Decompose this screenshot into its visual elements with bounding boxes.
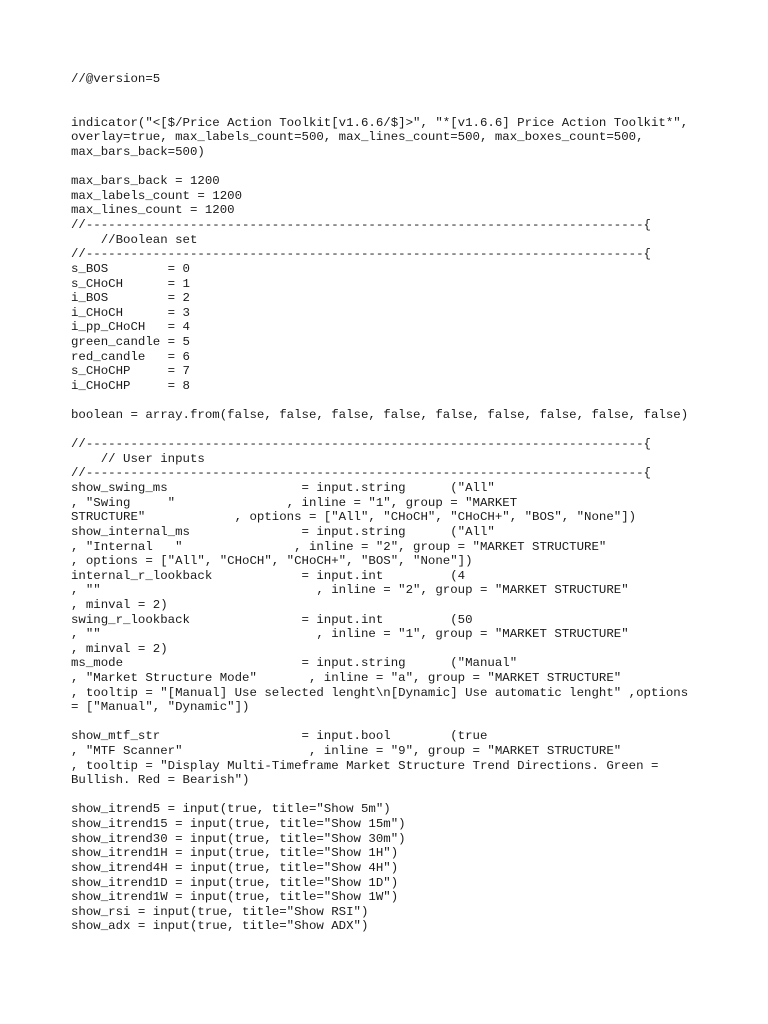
code-line: max_labels_count = 1200 (71, 188, 243, 203)
code-line: s_CHoCHP = 7 (71, 364, 190, 379)
code-line: red_candle = 6 (71, 349, 190, 364)
code-line: //---------------------------------------------------------------------------{ (71, 218, 651, 233)
code-line: , "Swing " , inline = "1", group = "MARKET (71, 495, 518, 510)
code-line: show_itrend1W = input(true, title="Show 1W") (71, 890, 399, 905)
code-line: show_mtf_str = input.bool (true (71, 729, 488, 744)
code-line: boolean = array.from(false, false, false, false, false, false, false, false, false) (71, 408, 689, 423)
code-line: max_bars_back = 1200 (71, 174, 220, 189)
code-line: , options = ["All", "CHoCH", "CHoCH+", "BOS", "None"]) (71, 554, 473, 569)
code-line: ms_mode = input.string ("Manual" (71, 656, 518, 671)
code-line (71, 788, 711, 803)
code-line: show_itrend30 = input(true, title="Show 30m") (71, 831, 406, 846)
code-line: indicator("<[$/Price Action Toolkit[v1.6.6/$]>", "*[v1.6.6] Price Action Toolkit*", (71, 115, 689, 130)
code-line: , "" , inline = "1", group = "MARKET STRUCTURE" (71, 627, 629, 642)
code-line: STRUCTURE" , options = ["All", "CHoCH", "CHoCH+", "BOS", "None"]) (71, 510, 637, 525)
code-line: , "Market Structure Mode" , inline = "a", group = "MARKET STRUCTURE" (71, 670, 622, 685)
code-line: show_itrend1D = input(true, title="Show 1D") (71, 875, 399, 890)
code-line: show_swing_ms = input.string ("All" (71, 481, 495, 496)
code-line: internal_r_lookback = input.int (4 (71, 568, 466, 583)
code-line: max_bars_back=500) (71, 145, 205, 160)
code-line: s_CHoCH = 1 (71, 276, 190, 291)
code-line (71, 393, 711, 408)
code-line: show_adx = input(true, title="Show ADX") (71, 919, 369, 934)
code-line (71, 423, 711, 438)
code-line: // User inputs (71, 451, 205, 466)
code-line: , minval = 2) (71, 641, 168, 656)
code-line (71, 87, 711, 102)
code-line: show_rsi = input(true, title="Show RSI") (71, 904, 369, 919)
code-line: //---------------------------------------------------------------------------{ (71, 466, 651, 481)
code-line: //---------------------------------------------------------------------------{ (71, 247, 651, 262)
code-line: green_candle = 5 (71, 334, 190, 349)
code-line (71, 715, 711, 730)
code-line: max_lines_count = 1200 (71, 203, 235, 218)
code-line: i_pp_CHoCH = 4 (71, 320, 190, 335)
code-line: overlay=true, max_labels_count=500, max_lines_count=500, max_boxes_count=500, (71, 130, 644, 145)
code-line: , "" , inline = "2", group = "MARKET STRUCTURE" (71, 583, 629, 598)
code-line: show_itrend4H = input(true, title="Show 4H") (71, 860, 399, 875)
code-line: show_itrend15 = input(true, title="Show 15m") (71, 817, 406, 832)
code-line: , "MTF Scanner" , inline = "9", group = "MARKET STRUCTURE" (71, 744, 622, 759)
code-line: i_CHoCH = 3 (71, 305, 190, 320)
code-block (71, 72, 711, 934)
code-line (71, 101, 711, 116)
code-line: , minval = 2) (71, 597, 168, 612)
code-line: , tooltip = "[Manual] Use selected lenght\n[Dynamic] Use automatic lenght" ,options (71, 685, 689, 700)
code-line: //---------------------------------------------------------------------------{ (71, 437, 651, 452)
code-line: swing_r_lookback = input.int (50 (71, 612, 473, 627)
code-line (71, 160, 711, 175)
code-line: , "Internal " , inline = "2", group = "MARKET STRUCTURE" (71, 539, 607, 554)
code-line: s_BOS = 0 (71, 261, 190, 276)
code-line: show_itrend5 = input(true, title="Show 5m") (71, 802, 391, 817)
code-line: = ["Manual", "Dynamic"]) (71, 700, 250, 715)
code-line: //@version=5 (71, 72, 161, 86)
code-line: , tooltip = "Display Multi-Timeframe Market Structure Trend Directions. Green = (71, 758, 659, 773)
code-line: i_CHoCHP = 8 (71, 378, 190, 393)
code-line: Bullish. Red = Bearish") (71, 773, 250, 788)
code-line: i_BOS = 2 (71, 291, 190, 306)
code-line: show_itrend1H = input(true, title="Show 1H") (71, 846, 399, 861)
code-line: show_internal_ms = input.string ("All" (71, 524, 495, 539)
code-line: //Boolean set (71, 232, 198, 247)
